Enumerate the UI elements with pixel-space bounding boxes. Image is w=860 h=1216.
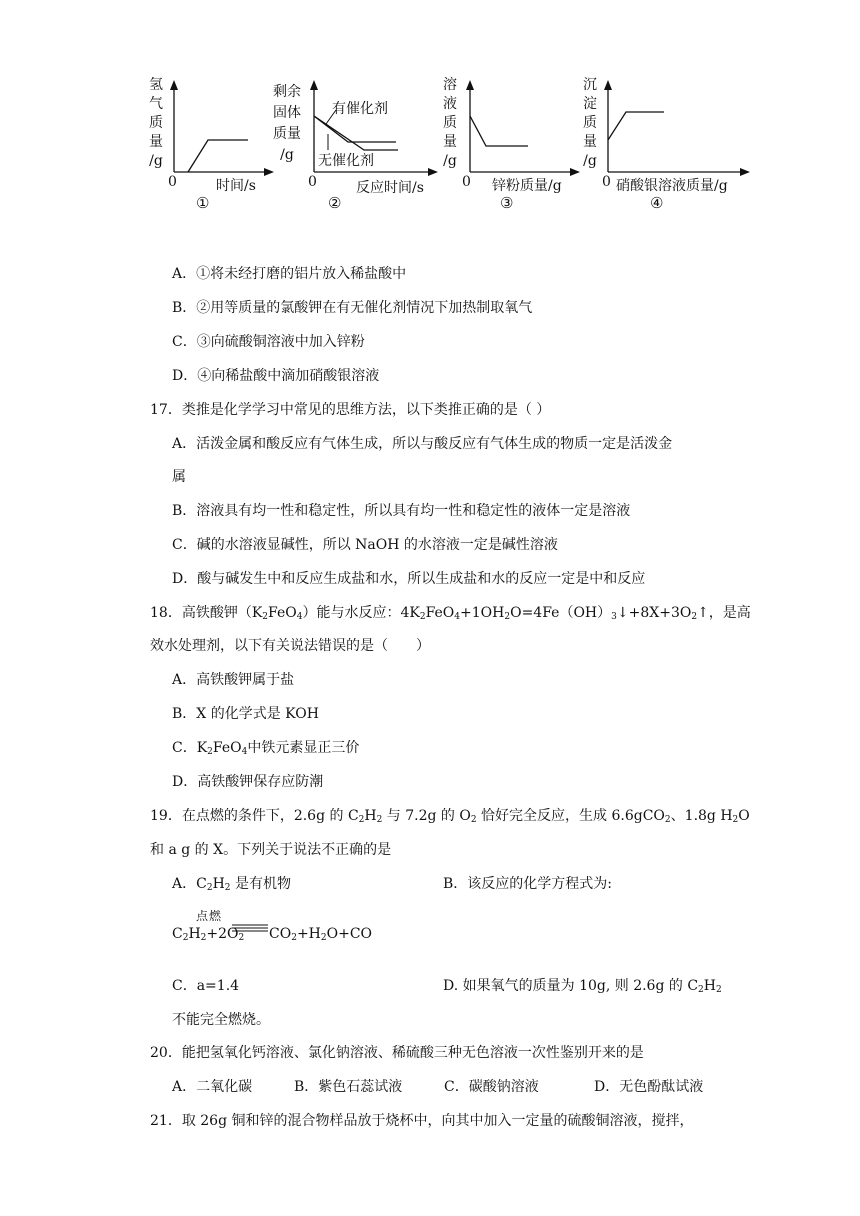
q19-option-d-line1: D. 如果氧气的质量为 10g, 则 2.6g 的 $C_2H_2$	[443, 978, 722, 995]
q18-option-d: D．高铁酸钾保存应防潮	[172, 774, 324, 790]
graph-2	[270, 72, 440, 222]
q18-option-a: A．高铁酸钾属于盐	[172, 672, 295, 688]
graph-row	[140, 72, 760, 222]
q20-option-a: A．二氧化碳	[172, 1079, 253, 1095]
graph-2-xlabel: 反应时间/s	[356, 180, 424, 196]
graph-3-xlabel: 锌粉质量/g	[492, 178, 562, 194]
q17-option-d: D．酸与碱发生中和反应生成盐和水，所以生成盐和水的反应一定是中和反应	[172, 571, 646, 587]
q16-option-d: D．④向稀盐酸中滴加硝酸银溶液	[172, 368, 380, 384]
graph-1-number: ①	[196, 194, 210, 212]
q19-stem-line1: 19．在点燃的条件下，2.6g 的 $C_2H_2$ 与 7.2g 的 $O_2$ 恰好完全反应，生成 6.6gCO$_2$、1.8g $H_2O$	[150, 808, 750, 825]
graph-2-annotation-no-catalyst: 无催化剂	[318, 153, 374, 169]
q18-stem-line1: 18．高铁酸钾$(K_2FeO_4)$能与水反应：$4K_2FeO_4+1OH_2O=4Fe(OH)_3↓+8X+3O_2↑$，是高	[150, 605, 751, 622]
q17-option-a-line2: 属	[172, 469, 186, 485]
q21-stem: 21．取 26g 铜和锌的混合物样品放于烧杯中，向其中加入一定量的硫酸铜溶液，搅拌，	[150, 1113, 694, 1129]
graph-4-plot	[578, 72, 758, 182]
graph-3-ylabel: 溶 液 质 量 /g	[443, 77, 457, 169]
graph-2-annotation-catalyst: 有催化剂	[332, 101, 388, 117]
graph-1-ylabel: 氢 气 质 量 /g	[149, 77, 163, 169]
equation-condition: 点燃	[196, 909, 223, 923]
q20-option-d: D．无色酚酞试液	[594, 1079, 704, 1095]
q19-option-d-line2: 不能完全燃烧。	[172, 1012, 270, 1028]
graph-3	[440, 72, 580, 222]
graph-4-number: ④	[650, 194, 664, 212]
q18-option-c: C．$K_2FeO_4$中铁元素显正三价	[172, 740, 360, 757]
q16-option-b: B．②用等质量的氯酸钾在有无催化剂情况下加热制取氧气	[172, 300, 533, 316]
q20-stem: 20．能把氢氧化钙溶液、氯化钠溶液、稀硫酸三种无色溶液一次性鉴别开来的是	[150, 1045, 644, 1061]
q17-option-b: B．溶液具有均一性和稳定性，所以具有均一性和稳定性的液体一定是溶液	[172, 503, 631, 519]
graph-3-number: ③	[500, 194, 514, 212]
q19-stem-line2: 和 a g 的 X。下列关于说法不正确的是	[150, 842, 392, 858]
graph-1-xlabel: 时间/s	[216, 178, 256, 194]
graph-4-ylabel: 沉 淀 质 量 /g	[583, 77, 597, 169]
equation-products: $CO_2+H_2O+CO$	[269, 926, 373, 943]
q17-option-a-line1: A．活泼金属和酸反应有气体生成，所以与酸反应有气体生成的物质一定是活泼金	[172, 436, 673, 452]
q20-option-b: B．紫色石蕊试液	[294, 1079, 403, 1095]
graph-2-origin: 0	[308, 174, 317, 190]
graph-4	[578, 72, 758, 222]
graph-3-origin: 0	[462, 174, 471, 190]
q17-stem: 17．类推是化学学习中常见的思维方法，以下类推正确的是（ ）	[150, 402, 551, 418]
q18-stem-line2: 效水处理剂，以下有关说法错误的是（ ）	[150, 638, 430, 654]
q16-option-a: A．①将未经打磨的铝片放入稀盐酸中	[172, 266, 407, 282]
q20-option-c: C．碳酸钠溶液	[444, 1079, 539, 1095]
graph-4-xlabel: 硝酸银溶液质量/g	[616, 178, 728, 194]
graph-1-origin: 0	[168, 174, 177, 190]
q19-option-a: A．$C_2H_2$ 是有机物	[172, 876, 291, 893]
graph-1-plot	[140, 72, 270, 182]
q19-option-b: B．该反应的化学方程式为:	[443, 876, 613, 892]
graph-3-plot	[440, 72, 580, 182]
q19-option-c: C．a=1.4	[172, 978, 240, 994]
q17-option-c: C．碱的水溶液显碱性，所以 NaOH 的水溶液一定是碱性溶液	[172, 537, 558, 553]
graph-2-number: ②	[328, 194, 342, 212]
graph-2-ylabel: 剩余 固体 质量 /g	[273, 84, 301, 163]
q16-option-c: C．③向硫酸铜溶液中加入锌粉	[172, 334, 365, 350]
graph-1	[140, 72, 270, 222]
equation-reactants: $C_2H_2+2O_2$	[172, 926, 245, 943]
q18-option-b: B．X 的化学式是 KOH	[172, 706, 319, 722]
graph-4-origin: 0	[602, 174, 611, 190]
